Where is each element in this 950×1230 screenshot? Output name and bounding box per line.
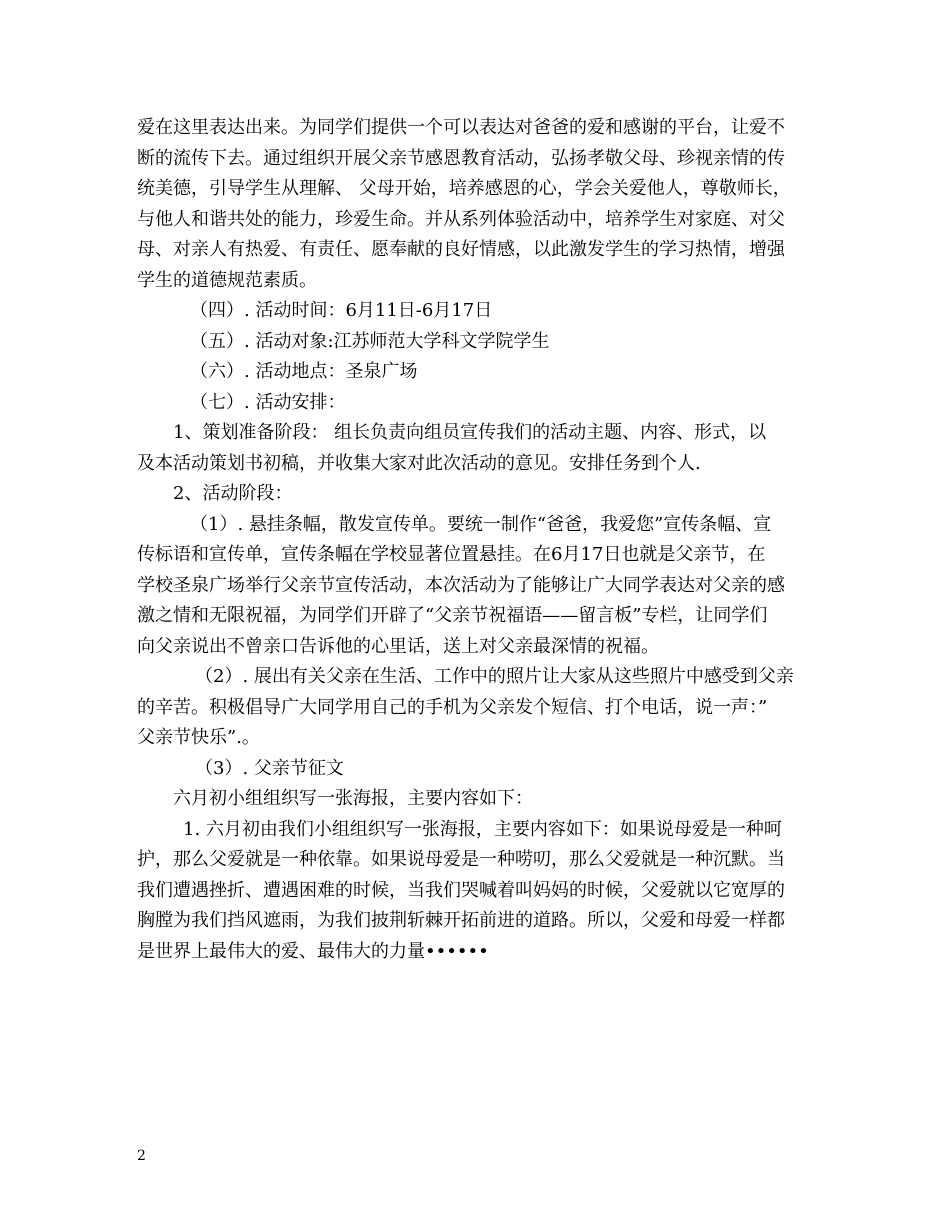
text-line: 是世界上最伟大的爱、最伟大的力量•••••• [137, 940, 489, 962]
text-line: 胸膛为我们挡风遮雨，为我们披荆斩棘开拓前进的道路。所以，父爱和母爱一样都 [137, 910, 785, 931]
section-heading: （五）. 活动对象:江苏师范大学科文学院学生 [190, 330, 550, 352]
text-line: 与他人和谐共处的能力，珍爱生命。并从系列体验活动中，培养学生对家庭、对父 [137, 208, 785, 230]
text-line: 传标语和宣传单，宣传条幅在学校显著位置悬挂。在6月17日也就是父亲节，在 [137, 544, 766, 565]
text-line: 2、活动阶段： [173, 483, 293, 504]
section-heading: （六）. 活动地点：圣泉广场 [190, 361, 418, 382]
section-heading: （七）. 活动安排： [190, 391, 346, 413]
text-line: 1、策划准备阶段： 组长负责向组员宣传我们的活动主题、内容、形式，以 [173, 422, 767, 443]
section-heading: （四）. 活动时间：6月11日-6月17日 [190, 300, 493, 321]
text-line: 六月初小组组织写一张海报，主要内容如下： [173, 788, 533, 809]
text-line: 1. 六月初由我们小组组织写一张海报，主要内容如下：如果说母爱是一种呵 [183, 818, 782, 840]
text-line: 我们遭遇挫折、遭遇困难的时候，当我们哭喊着叫妈妈的时候，父爱就以它宽厚的 [137, 879, 785, 901]
text-line: 学校圣泉广场举行父亲节宣传活动，本次活动为了能够让广大同学表达对父亲的感 [137, 574, 785, 596]
page-number: 2 [137, 1148, 146, 1164]
section-heading: （3）. 父亲节征文 [195, 757, 344, 779]
text-line: 激之情和无限祝福，为同学们开辟了“父亲节祝福语——留言板”专栏，让同学们 [137, 605, 768, 626]
text-line: 及本活动策划书初稿，并收集大家对此次活动的意见。安排任务到个人. [137, 452, 701, 474]
text-line: 母、对亲人有热爱、有责任、愿奉献的良好情感，以此激发学生的学习热情，增强 [137, 239, 785, 260]
text-line: 学生的道德规范素质。 [137, 269, 317, 291]
text-line: 爱在这里表达出来。为同学们提供一个可以表达对爸爸的爱和感谢的平台，让爱不 [137, 117, 785, 138]
text-line: 断的流传下去。通过组织开展父亲节感恩教育活动，弘扬孝敬父母、珍视亲情的传 [137, 147, 785, 169]
text-line: （1）. 悬挂条幅，散发宣传单。要统一制作“爸爸，我爱您”宣传条幅、宣 [190, 513, 772, 535]
text-line: 父亲节快乐”.。 [137, 727, 260, 748]
text-line: 统美德，引导学生从理解、 父母开始，培养感恩的心，学会关爱他人，尊敬师长， [137, 178, 791, 199]
text-line: 护，那么父爱就是一种依靠。如果说母爱是一种唠叨，那么父爱就是一种沉默。当 [137, 849, 785, 870]
document-body [137, 113, 823, 967]
text-line: （2）. 展出有关父亲在生活、工作中的照片让大家从这些照片中感受到父亲 [195, 666, 794, 687]
text-line: 的辛苦。积极倡导广大同学用自己的手机为父亲发个短信、打个电话，说一声：” [137, 696, 768, 718]
text-line: 向父亲说出不曾亲口告诉他的心里话，送上对父亲最深情的祝福。 [137, 635, 659, 657]
